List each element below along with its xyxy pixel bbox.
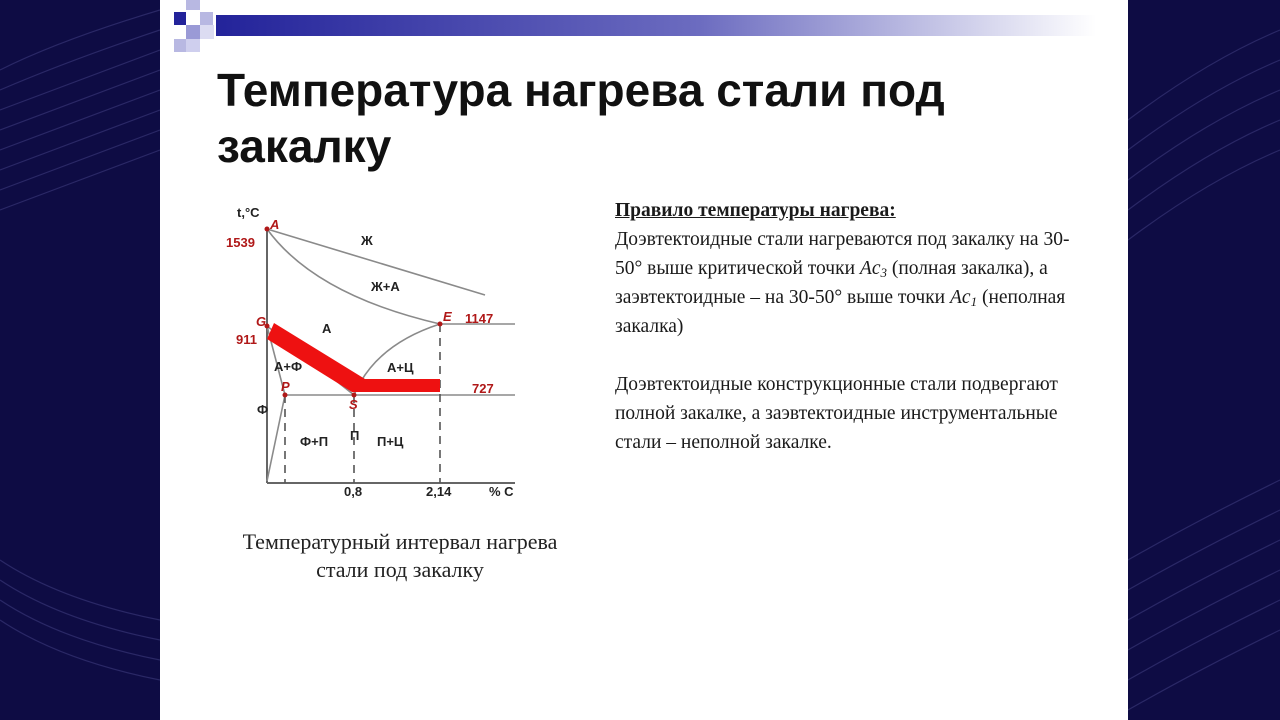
region-austenite-cementite: А+Ц: [387, 360, 414, 375]
region-liquid: Ж: [361, 233, 373, 248]
pq-line: [267, 395, 285, 481]
axis-x-unit: % C: [489, 484, 514, 499]
region-ferrite: Ф: [257, 402, 269, 417]
temp-911: 911: [236, 332, 257, 347]
point-a-label: A: [270, 217, 280, 232]
region-liquid-austenite: Ж+А: [371, 279, 400, 294]
region-pearlite: П: [350, 428, 360, 443]
rule-text-3: (неполная закалка): [615, 287, 1066, 337]
region-pearlite-cementite: П+Ц: [377, 434, 404, 449]
background-waves-left: [0, 0, 160, 720]
rule-text-block: [615, 196, 1085, 457]
rule-text-2: (полная закалка), а заэвтектоидные – на 30-50° выше точки: [615, 258, 1048, 308]
region-ferrite-pearlite: Ф+П: [300, 434, 329, 449]
region-austenite: А: [322, 321, 332, 336]
solidus-line: [267, 229, 440, 324]
carbon-214: 2,14: [426, 484, 452, 499]
point-s-label: S: [349, 397, 358, 412]
slide: [160, 0, 1128, 720]
region-austenite-ferrite: А+Ф: [274, 359, 303, 374]
slide-header-decoration: [160, 0, 1128, 60]
diagram-caption: Температурный интервал нагрева стали под закалку: [242, 529, 558, 582]
point-g-label: G: [256, 314, 267, 329]
rule-text-1: Доэвтектоидные стали нагреваются под закалку на 30-50° выше критической точки: [615, 229, 1070, 279]
carbon-08: 0,8: [344, 484, 363, 499]
point-e-label: E: [443, 309, 452, 324]
temp-1539: 1539: [226, 235, 255, 250]
axis-y-label: t,°C: [237, 205, 260, 220]
point-a-dot: [265, 227, 270, 232]
rule-paragraph-2: Доэвтектоидные конструкционные стали подвергают полной закалке, а заэвтектоидные инструментальные стали – неполной закалке.: [615, 374, 1058, 453]
background-waves-right: [1128, 0, 1280, 720]
rule-heading: Правило температуры нагрева:: [615, 200, 896, 221]
point-p-label: P: [281, 379, 290, 394]
temp-1147: 1147: [465, 311, 494, 326]
hardening-band: [267, 323, 440, 392]
ac3-symbol: $Ac_3$: [859, 258, 887, 280]
point-e-dot: [438, 322, 443, 327]
slide-title: Температура нагрева стали под закалку: [217, 64, 945, 172]
temp-727: 727: [472, 381, 494, 396]
rule-paragraph-1: [615, 225, 1085, 341]
iron-carbon-diagram: [225, 195, 540, 515]
ac1-symbol: $Ac_1$: [950, 287, 978, 309]
